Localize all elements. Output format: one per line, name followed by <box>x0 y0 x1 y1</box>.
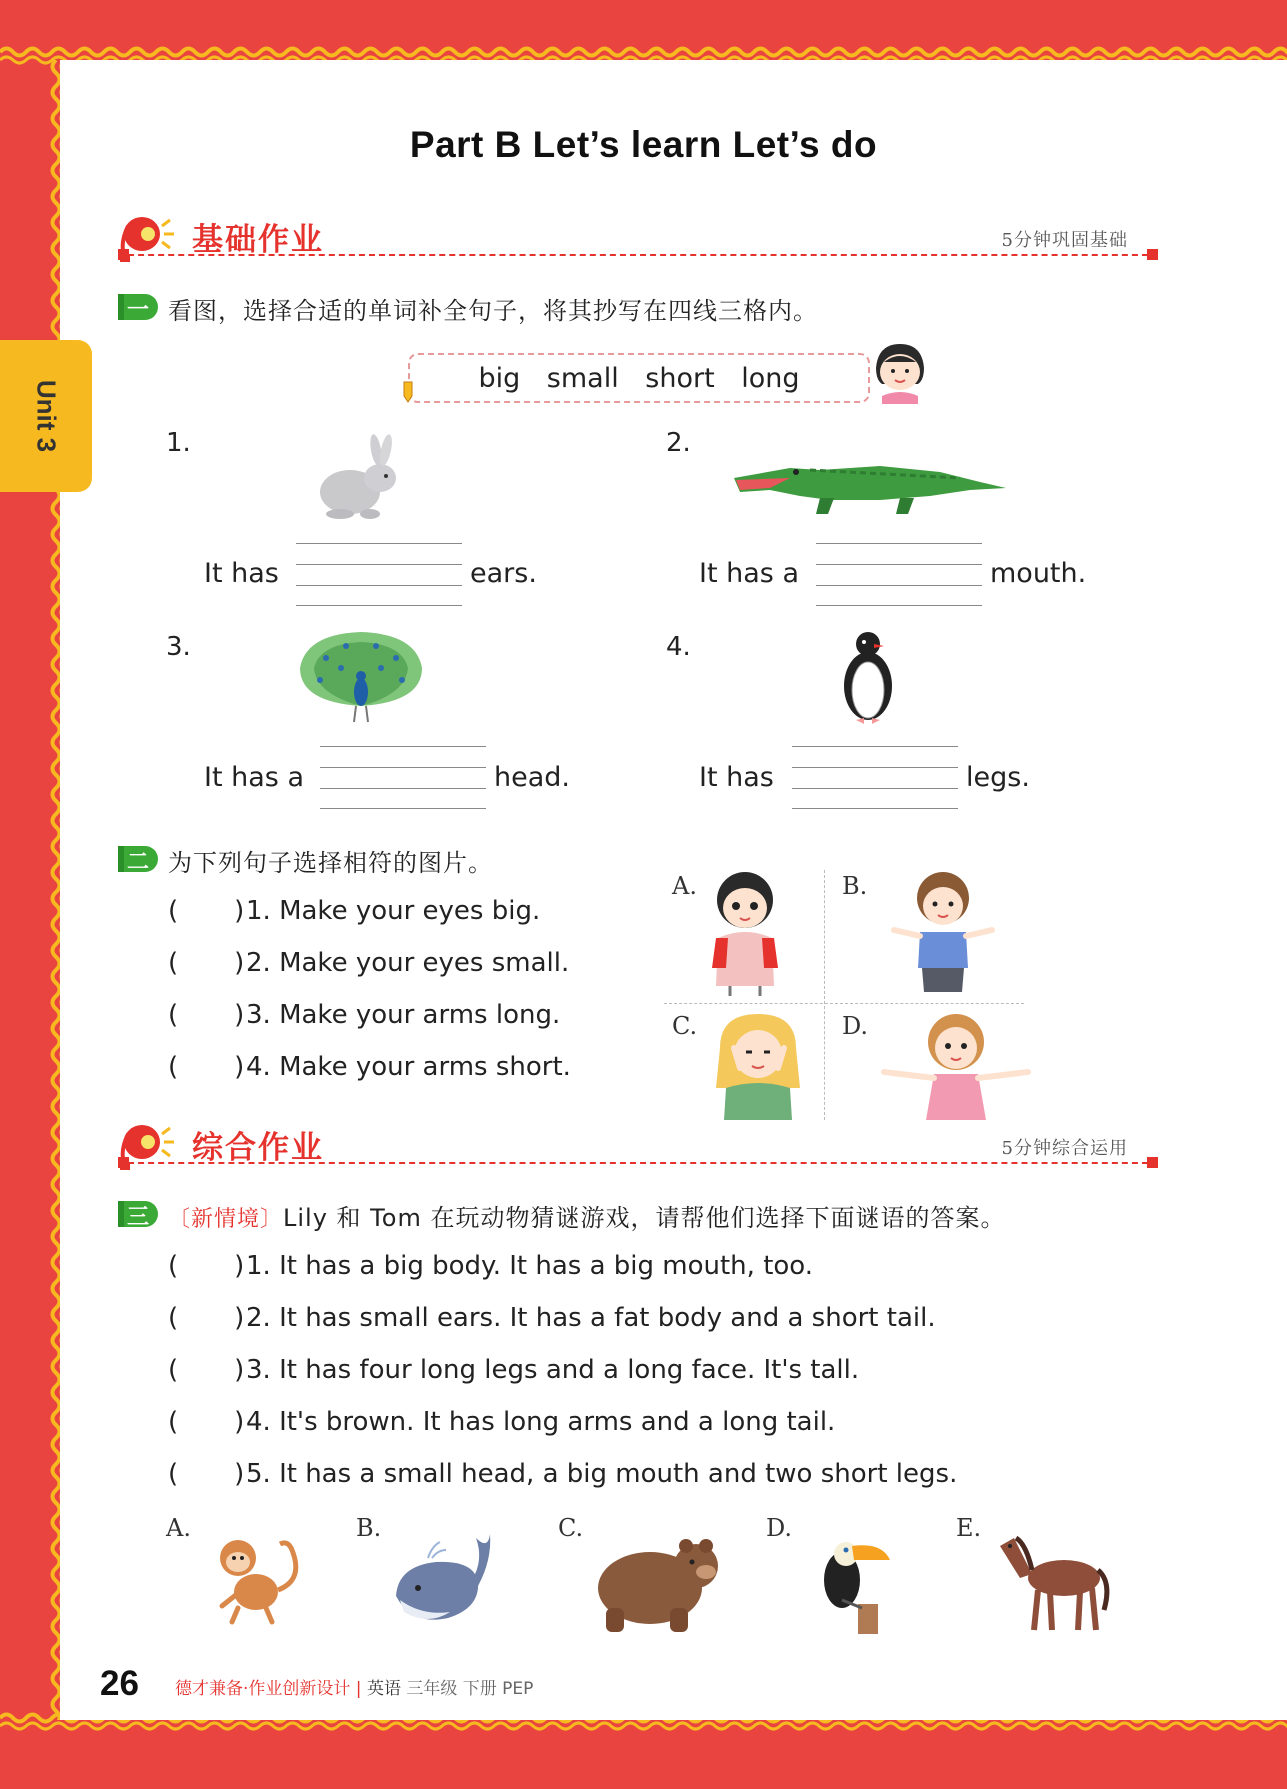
toucan-picture <box>812 1530 892 1634</box>
writing-lines-4 <box>792 746 958 808</box>
q1-item-number-4: 4. <box>666 632 691 662</box>
section-divider <box>118 254 1158 256</box>
q2-option-d-letter: D. <box>842 1012 869 1040</box>
q1-sentence-3-before: It has a <box>204 762 304 793</box>
penguin-picture <box>836 628 900 728</box>
q1-sentence-3-after: head. <box>494 762 570 793</box>
footer-series: 德才兼备·作业创新设计 | 英语 三年级 下册 PEP <box>175 1679 534 1699</box>
bear-picture <box>592 1530 724 1634</box>
q2-option-b-letter: B. <box>842 872 868 900</box>
q1-sentence-4-before: It has <box>699 762 774 793</box>
q2-item-3: ( )3. Make your arms long. <box>168 1000 561 1030</box>
girl-arms-out-picture <box>876 1008 1036 1126</box>
divider-end-right <box>1147 249 1158 260</box>
word-bank-box <box>408 353 870 403</box>
writing-lines-1 <box>296 543 462 605</box>
peacock-picture <box>296 628 426 726</box>
q3-option-c-letter: C. <box>558 1514 584 1542</box>
q1-instruction: 看图，选择合适的单词补全句子，将其抄写在四线三格内。 <box>168 297 818 325</box>
divider-end-left <box>118 249 129 260</box>
word-bank: big small short long <box>478 363 800 394</box>
q3-item-2: ( )2. It has small ears. It has a fat body and a short tail. <box>168 1303 936 1333</box>
q1-item-number-1: 1. <box>166 428 191 458</box>
divider-end-right <box>1147 1157 1158 1168</box>
writing-lines-3 <box>320 746 486 808</box>
pencil-icon <box>400 380 418 404</box>
question-badge-3: 三 <box>118 1201 158 1227</box>
unit-tab-label: Unit 3 <box>31 379 62 453</box>
q1-sentence-4-after: legs. <box>966 762 1030 793</box>
q1-item-number-2: 2. <box>666 428 691 458</box>
girl-small-eyes-picture <box>700 1008 820 1124</box>
q1-sentence-2-before: It has a <box>699 558 799 589</box>
q3-option-e-letter: E. <box>956 1514 982 1542</box>
girl-face-icon <box>870 340 930 404</box>
q3-option-b-letter: B. <box>356 1514 382 1542</box>
q3-item-4: ( )4. It's brown. It has long arms and a long tail. <box>168 1407 836 1437</box>
q2-item-4: ( )4. Make your arms short. <box>168 1052 571 1082</box>
section-title-basic: 基础作业 <box>192 222 324 258</box>
girl-big-eyes-picture <box>700 868 790 998</box>
question-badge-1: 一 <box>118 294 158 320</box>
unit-tab <box>0 340 92 492</box>
q1-item-number-3: 3. <box>166 632 191 662</box>
q3-instruction: 〔新情境〕Lily 和 Tom 在玩动物猜谜游戏，请帮他们选择下面谜语的答案。 <box>168 1204 1006 1232</box>
q1-sentence-1-after: ears. <box>470 558 537 589</box>
q3-item-3: ( )3. It has four long legs and a long face. It's tall. <box>168 1355 860 1385</box>
boy-shrug-picture <box>888 868 998 998</box>
q2-option-c-letter: C. <box>672 1012 698 1040</box>
page-title: Part B Let’s learn Let’s do <box>409 124 878 165</box>
q2-item-2: ( )2. Make your eyes small. <box>168 948 570 978</box>
option-grid-horizontal <box>664 1003 1024 1004</box>
q3-option-a-letter: A. <box>166 1514 191 1542</box>
q2-item-1: ( )1. Make your eyes big. <box>168 896 541 926</box>
option-grid-vertical <box>824 870 825 1120</box>
q2-instruction: 为下列句子选择相符的图片。 <box>168 849 493 877</box>
page-number: 26 <box>100 1664 139 1703</box>
section-note-basic: 5分钟巩固基础 <box>1001 230 1128 251</box>
monkey-picture <box>208 1530 304 1626</box>
crocodile-picture <box>730 456 1008 518</box>
rabbit-picture <box>310 436 410 522</box>
question-badge-2: 二 <box>118 846 158 872</box>
q2-option-a-letter: A. <box>672 872 697 900</box>
q1-sentence-2-after: mouth. <box>990 558 1087 589</box>
section-title-comprehensive: 综合作业 <box>192 1130 324 1166</box>
whale-picture <box>388 1530 492 1634</box>
new-context-tag: 〔新情境〕 <box>168 1207 284 1232</box>
q1-sentence-1-before: It has <box>204 558 279 589</box>
section-note-comprehensive: 5分钟综合运用 <box>1001 1138 1128 1159</box>
q3-item-1: ( )1. It has a big body. It has a big mouth, too. <box>168 1251 814 1281</box>
divider-end-left <box>118 1157 129 1168</box>
section-header-basic <box>118 212 1158 262</box>
horse-picture <box>992 1530 1116 1634</box>
q3-option-d-letter: D. <box>766 1514 793 1542</box>
q3-item-5: ( )5. It has a small head, a big mouth and two short legs. <box>168 1459 958 1489</box>
section-divider <box>118 1162 1158 1164</box>
section-header-comprehensive <box>118 1120 1158 1170</box>
writing-lines-2 <box>816 543 982 605</box>
